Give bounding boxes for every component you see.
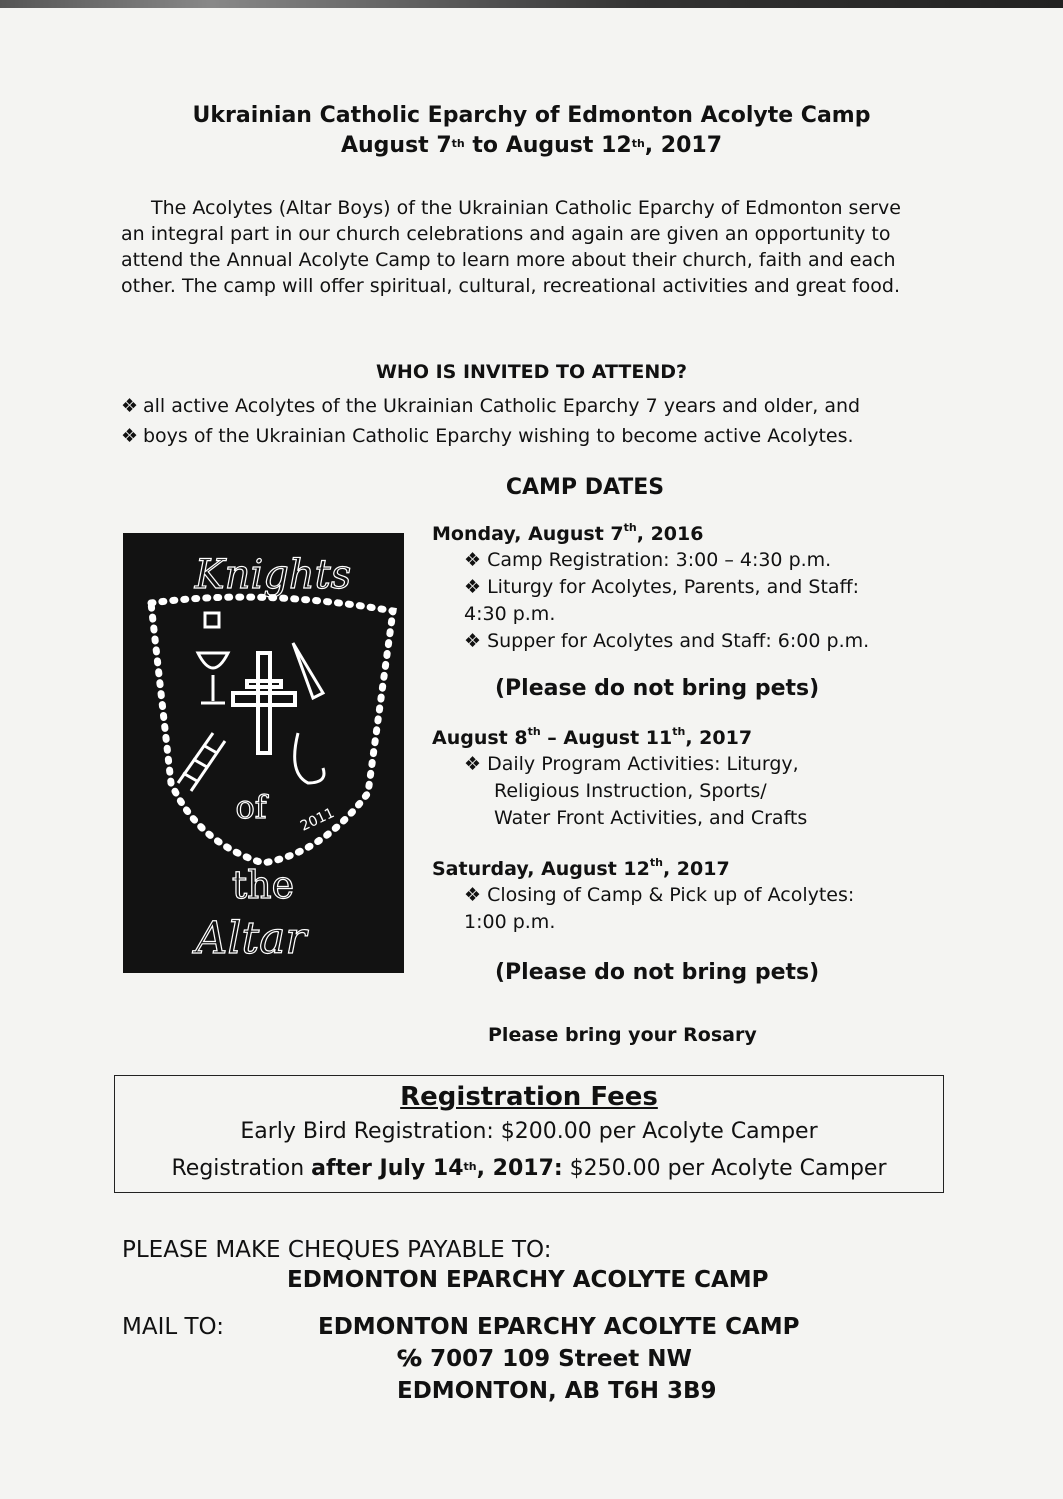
rosary-note: Please bring your Rosary	[488, 1024, 757, 1046]
cheques-label: PLEASE MAKE CHEQUES PAYABLE TO:	[122, 1237, 552, 1263]
diamond-bullet-icon: ❖	[464, 753, 488, 775]
cross-icon	[233, 653, 295, 753]
mail-line-2: ℅ 7007 109 Street NW	[397, 1346, 692, 1372]
title-line-1: Ukrainian Catholic Eparchy of Edmonton Acolyte Camp	[192, 103, 871, 128]
camp-dates-section	[432, 523, 952, 655]
early-bird-fee: Early Bird Registration: $200.00 per Acolyte Camper	[240, 1119, 818, 1144]
list-item: ❖ Supper for Acolytes and Staff: 6:00 p.m.	[464, 630, 870, 652]
logo-word-altar: Altar	[195, 913, 307, 964]
day3-section	[432, 858, 952, 936]
mail-line-1: EDMONTON EPARCHY ACOLYTE CAMP	[318, 1314, 800, 1340]
day2-section	[432, 727, 952, 832]
intro-paragraph: The Acolytes (Altar Boys) of the Ukrainian Catholic Eparchy of Edmonton serve an integral part in our church celebrations and again are given an opportunity to attend the Annual Acolyte Camp to learn more about their church, faith and each other. The camp will offer spiritual, cultural, recreational activities and great food.	[121, 197, 901, 297]
logo-word-of: of	[235, 788, 267, 826]
knights-of-the-altar-logo	[123, 533, 404, 973]
diamond-bullet-icon: ❖	[464, 576, 488, 598]
camp-dates-heading: CAMP DATES	[505, 475, 665, 500]
title-line-2: August 7th to August 12th, 2017	[340, 133, 723, 158]
diamond-bullet-icon: ❖	[464, 630, 488, 652]
list-item: ❖ boys of the Ukrainian Catholic Eparchy wishing to become active Acolytes.	[121, 421, 951, 451]
late-fee: Registration after July 14th, 2017: $250.00 per Acolyte Camper	[171, 1156, 887, 1181]
list-item: ❖ all active Acolytes of the Ukrainian Catholic Eparchy 7 years and older, and	[121, 391, 951, 421]
list-item: 4:30 p.m.	[464, 603, 556, 625]
logo-artwork	[123, 533, 404, 973]
list-item: ❖ Liturgy for Acolytes, Parents, and Staff:	[464, 576, 860, 598]
day-heading: Monday, August 7th, 2016	[432, 521, 704, 545]
list-item: 1:00 p.m.	[464, 911, 556, 933]
day1-list	[464, 547, 952, 655]
day-heading: Saturday, August 12th, 2017	[432, 856, 730, 880]
fees-heading: Registration Fees	[400, 1082, 658, 1112]
pets-note-2: (Please do not bring pets)	[495, 960, 820, 985]
diamond-bullet-icon: ❖	[464, 884, 488, 906]
diamond-bullet-icon: ❖	[464, 549, 488, 571]
chalice-icon	[198, 613, 228, 703]
logo-year: 2011	[297, 805, 337, 835]
list-item: ❖ Camp Registration: 3:00 – 4:30 p.m.	[464, 549, 832, 571]
mail-label: MAIL TO:	[122, 1314, 224, 1340]
pets-note: (Please do not bring pets)	[495, 676, 820, 701]
registration-fees-box	[114, 1075, 944, 1193]
list-item: Religious Instruction, Sports/	[494, 780, 767, 802]
day2-list	[464, 751, 952, 832]
day3-list	[464, 882, 952, 936]
list-item: Water Front Activities, and Crafts	[494, 807, 808, 829]
ladder-icon	[178, 733, 225, 791]
day-heading: August 8th – August 11th, 2017	[432, 725, 753, 749]
invited-heading: WHO IS INVITED TO ATTEND?	[375, 361, 688, 383]
logo-word-the: the	[231, 863, 295, 907]
diamond-bullet-icon: ❖	[121, 395, 139, 417]
diamond-bullet-icon: ❖	[121, 425, 139, 447]
scan-edge	[0, 0, 1063, 8]
censer-icon	[293, 643, 323, 698]
lamp-icon	[295, 733, 324, 783]
logo-word-knights: Knights	[194, 552, 352, 598]
page-title	[0, 101, 1063, 161]
cheques-payee: EDMONTON EPARCHY ACOLYTE CAMP	[287, 1267, 769, 1293]
list-item: ❖ Daily Program Activities: Liturgy,	[464, 753, 799, 775]
mail-line-3: EDMONTON, AB T6H 3B9	[397, 1378, 717, 1404]
invited-list	[121, 391, 951, 451]
list-item: ❖ Closing of Camp & Pick up of Acolytes:	[464, 884, 855, 906]
